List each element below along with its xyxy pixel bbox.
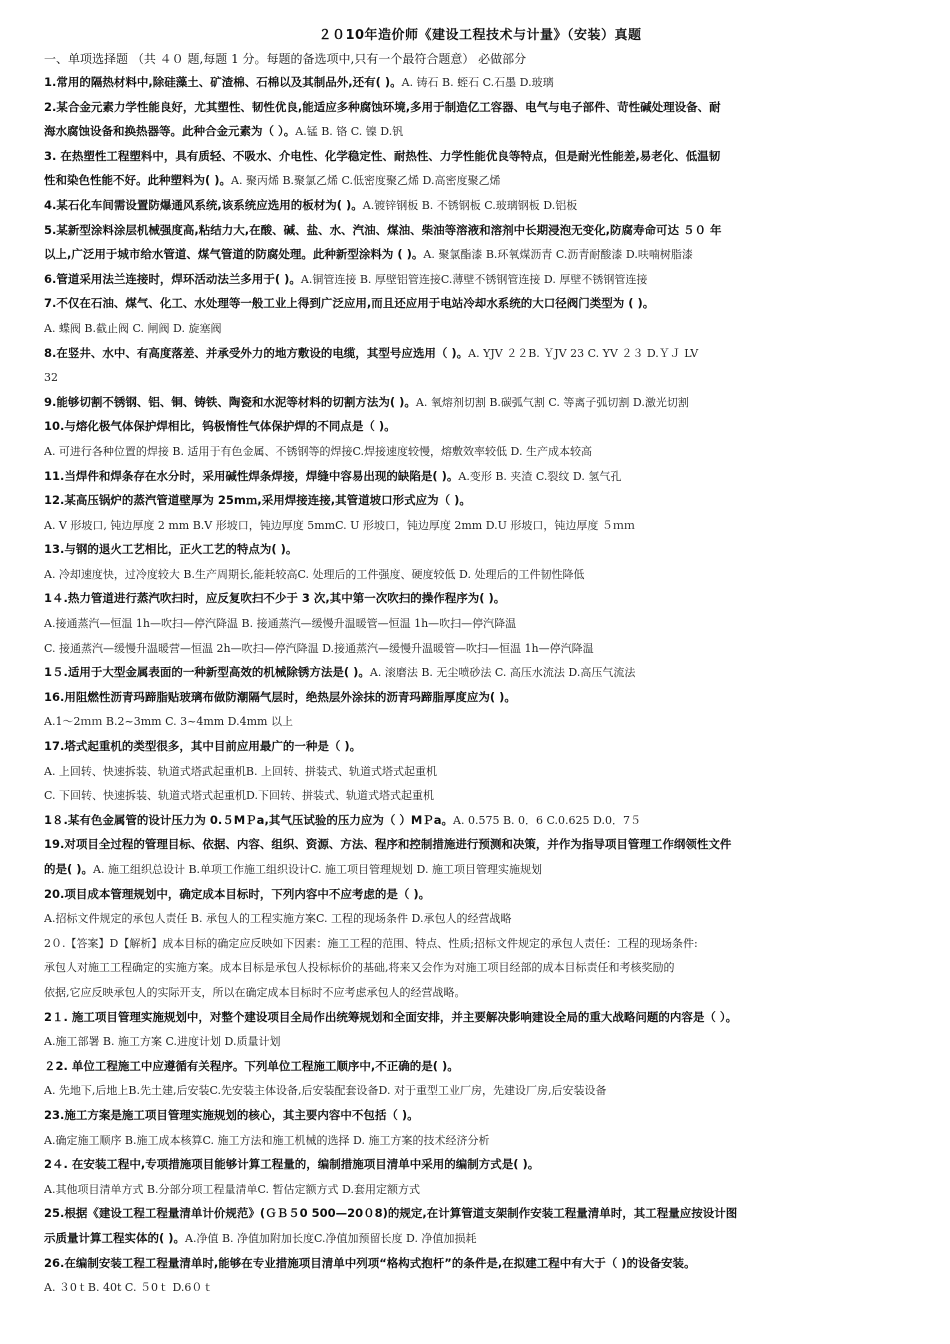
answer-options: A. 先地下,后地上B.先土建,后安装C.先安装主体设备,后安装配套设备D. 对于重型工业厂房，先建设厂房,后安装设备 (44, 1084, 607, 1098)
section-heading: 一、单项选择题 （共 ４０ 题,每题 1 分。每题的备选项中,只有一个最符合题意） 必做部分 (44, 52, 527, 66)
text-line (44, 120, 916, 145)
text-line (44, 268, 916, 293)
text-line (44, 1079, 916, 1104)
text-line (44, 169, 916, 194)
answer-options: A. 滚磨法 B. 无尘喷砂法 C. 高压水流法 D.高压气流法 (369, 666, 636, 680)
question-stem: 9.能够切割不锈钢、铝、铜、铸铁、陶瓷和水泥等材料的切割方法为( )。 (44, 394, 416, 409)
answer-options: A.1～2ｍｍ B.2~3mm C. 3~4mm D.4mm 以上 (44, 715, 293, 729)
answer-options: 依据,它应反映承包人的实际开支，所以在确定成本目标时不应考虑承包人的经营战略。 (44, 985, 466, 999)
answer-options: A. 蝶阀 B.截止阀 C. 闸阀 D. 旋塞阀 (44, 321, 222, 335)
answer-options: A. 冷却速度快，过冷度较大 B.生产周期长,能耗较高C. 处理后的工件强度、硬度较低 D. 处理后的工件韧性降低 (44, 567, 585, 581)
question-stem: 的是( )。 (44, 862, 94, 876)
text-line (44, 292, 916, 317)
question-stem: 16.用阻燃性沥青玛蹄脂贴玻璃布做防潮隔气层时，绝热层外涂抹的沥青玛蹄脂厚度应为( )。 (44, 689, 516, 704)
answer-options: A.招标文件规定的承包人责任 B. 承包人的工程实施方案C. 工程的现场条件 D.承包人的经营战略 (44, 912, 512, 926)
text-line (44, 1055, 916, 1080)
text-line (44, 219, 916, 244)
text-line (44, 1227, 916, 1252)
text-line (44, 440, 916, 465)
answer-options: A. 聚氯酯漆 B.环氧煤沥青 C.沥青耐酸漆 D.呋喃树脂漆 (423, 248, 693, 262)
text-line (44, 587, 916, 612)
question-stem: 8.在竖井、水中、有高度落差、并承受外力的地方敷设的电缆，其型号应选用（ )。 (44, 345, 469, 360)
question-stem: 12.某高压锅炉的蒸汽管道壁厚为 25mｍ,采用焊接连接,其管道坡口形式应为（ )。 (44, 493, 471, 508)
text-line (44, 956, 916, 981)
text-line (44, 1276, 916, 1301)
answer-options: C. 下回转、快速拆装、轨道式塔式起重机D.下回转、拼装式、轨道式塔式起重机 (44, 789, 434, 803)
question-stem: 1８.某有色金属管的设计压力为 0.５MＰa,其气压试验的压力应为（ ）MＰa。 (44, 812, 454, 827)
answer-options: 承包人对施工工程确定的实施方案。成本目标是承包人投标标价的基础,将来又会作为对施工项目经部的成本目标责任和考核奖励的 (44, 961, 675, 975)
answer-options: A.接通蒸汽—恒温 1h—吹扫—停汽降温 B. 接通蒸汽—缓慢升温暖管—恒温 1h—吹扫—停汽降温 (44, 617, 517, 631)
question-stem: 7.不仅在石油、煤气、化工、水处理等一般工业上得到广泛应用,而且还应用于电站冷却水系统的大口径阀门类型为 ( )。 (44, 296, 655, 311)
question-stem: 4.某石化车间需设置防爆通风系统,该系统应选用的板材为( )。 (44, 197, 363, 212)
text-line (44, 145, 916, 170)
text-line (44, 833, 916, 858)
answer-options: A. 上回转、快速拆装、轨道式塔武起重机B. 上回转、拼装式、轨道式塔式起重机 (44, 764, 438, 778)
answer-options: 32 (44, 371, 58, 385)
text-line (44, 981, 916, 1006)
text-line (44, 194, 916, 219)
question-stem: 1４.热力管道进行蒸汽吹扫时，应反复吹扫不少于 3 次,其中第一次吹扫的操作程序为( )。 (44, 591, 506, 606)
text-line (44, 932, 916, 957)
text-line (44, 391, 916, 416)
text-line (44, 1153, 916, 1178)
question-stem: 26.在编制安装工程工程量清单时,能够在专业措施项目清单中列项“格构式抱杆”的条件是,在拟建工程中有大于（ )的设备安装。 (44, 1255, 696, 1270)
question-list (44, 71, 916, 1301)
answer-options: A.铜管连接 B. 厚壁铝管连接C.薄壁不锈钢管连接 D. 厚壁不锈钢管连接 (300, 272, 648, 286)
text-line (44, 1178, 916, 1203)
question-stem: 17.塔式起重机的类型很多，其中目前应用最广的一种是（ )。 (44, 739, 362, 754)
answer-options: A. YJV ２２B. ＹJV 23 C. YV ２３ D.ＹＪ LV (468, 346, 699, 360)
question-stem: 性和染色性能不好。此种塑料为( )。 (44, 173, 232, 188)
question-stem: 3. 在热塑性工程塑料中，具有质轻、不吸水、介电性、化学稳定性、耐热性、力学性能优良等特点，但是耐光性能差,易老化、低温韧 (44, 148, 721, 163)
question-stem: 19.对项目全过程的管理目标、依据、内容、组织、资源、方法、程序和控制措施进行预测和决策，并作为指导项目管理工作纲领性文件 (44, 837, 732, 852)
question-stem: 10.与熔化极气体保护焊相比，钨极惰性气体保护焊的不同点是（ )。 (44, 419, 396, 434)
question-stem: 海水腐蚀设备和换热器等。此种合金元素为（ ）。 (44, 124, 296, 139)
text-line (44, 784, 916, 809)
question-stem: 25.根据《建设工程工程量清单计价规范》(ＧＢ５0 500—20０8)的规定,在计算管道支架制作安装工程量清单时，其工程量应按设计图 (44, 1206, 738, 1221)
text-line (44, 1006, 916, 1031)
text-line (44, 1252, 916, 1277)
text-line (44, 465, 916, 490)
text-line (44, 907, 916, 932)
answer-options: A. 聚丙烯 B.聚氯乙烯 C.低密度聚乙烯 D.高密度聚乙烯 (231, 174, 501, 188)
text-line (44, 563, 916, 588)
question-stem: 以上,广泛用于城市给水管道、煤气管道的防腐处理。此种新型涂料为 ( )。 (44, 247, 424, 262)
text-line (44, 1104, 916, 1129)
answer-options: A. 铸石 B. 蛭石 C.石墨 D.玻璃 (401, 76, 554, 89)
answer-options: C. 接通蒸汽—缓慢升温暖营—恒温 2h—吹扫—停汽降温 D.接通蒸汽—缓慢升温暖管—吹扫—恒温 1h—停汽降温 (44, 641, 594, 655)
answer-options: A.锰 B. 铬 C. 镍 D.钒 (295, 125, 404, 139)
text-line (44, 883, 916, 908)
question-stem: 13.与钢的退火工艺相比，正火工艺的特点为( )。 (44, 542, 298, 557)
text-line (44, 71, 916, 96)
answer-options: A. 可进行各种位置的焊接 B. 适用于有色金属、不锈钢等的焊接C.焊接速度较慢，熔敷效率较低 D. 生产成本较高 (44, 444, 592, 458)
question-stem: 1５.适用于大型金属表面的一种新型高效的机械除锈方法是( )。 (44, 665, 370, 680)
text-line (44, 612, 916, 637)
text-line (44, 415, 916, 440)
answer-options: A.镀锌钢板 B. 不锈钢板 C.玻璃钢板 D.铝板 (362, 198, 578, 212)
text-line (44, 710, 916, 735)
answer-options: A.变形 B. 夹渣 C.裂纹 D. 氢气孔 (458, 469, 622, 483)
question-stem: 2４. 在安装工程中,专项措施项目能够计算工程量的，编制措施项目清单中采用的编制方式是( )。 (44, 1157, 540, 1172)
question-stem: 5.某新型涂料涂层机械强度高,粘结力大,在酸、碱、盐、水、汽油、煤油、柴油等溶液和溶剂中长期浸泡无变化,防腐寿命可达 ５０ 年 (44, 222, 722, 237)
text-line (44, 809, 916, 834)
text-line (44, 760, 916, 785)
answer-options: A. ３0ｔB. 40t C. ５0ｔ D.6０ｔ (44, 1281, 214, 1295)
text-line (44, 342, 916, 367)
text-line (44, 243, 916, 268)
document-title: ２０10年造价师《建设工程技术与计量》（安装）真题 (318, 28, 642, 43)
answer-options: A.其他项目清单方式 B.分部分项工程量清单C. 暂估定额方式 D.套用定额方式 (44, 1182, 420, 1196)
text-line (44, 514, 916, 539)
question-stem: 2.某合金元素力学性能良好，尤其塑性、韧性优良,能适应多种腐蚀环境,多用于制造亿工容器、电气与电子部件、苛性碱处理设备、耐 (44, 99, 721, 114)
answer-options: A. 施工组织总设计 B.单项工作施工组织设计C. 施工项目管理规划 D. 施工项目管理实施规划 (93, 863, 542, 876)
answer-options: A. V 形坡口, 钝边厚度 2 mm B.V 形坡口，钝边厚度 5mmC. U 形坡口，钝边厚度 2mm D.U 形坡口，钝边厚度 ５ｍｍ (44, 518, 635, 532)
question-stem: 11.当焊件和焊条存在水分时，采用碱性焊条焊接，焊缝中容易出现的缺陷是( )。 (44, 468, 459, 483)
text-line (44, 317, 916, 342)
answer-options: A.施工部署 B. 施工方案 C.进度计划 D.质量计划 (44, 1035, 281, 1049)
answer-options: A.净值 B. 净值加附加长度C.净值加预留长度 D. 净值加损耗 (185, 1231, 477, 1245)
text-line (44, 1129, 916, 1154)
text-line (44, 366, 916, 391)
text-line (44, 1030, 916, 1055)
text-line (44, 661, 916, 686)
text-line (44, 637, 916, 662)
question-stem: 20.项目成本管理规划中，确定成本目标时，下列内容中不应考虑的是（ )。 (44, 886, 431, 901)
text-line (44, 735, 916, 760)
answer-options: 2０.【答案】D【解析】成本目标的确定应反映如下因素：施工工程的范围、特点、性质;招标文件规定的承包人责任：工程的现场条件: (44, 936, 698, 950)
text-line (44, 858, 916, 883)
question-stem: 6.管道采用法兰连接时，焊环活动法兰多用于( )。 (44, 271, 301, 286)
answer-options: A.确定施工顺序 B.施工成本核算C. 施工方法和施工机械的选择 D. 施工方案的技术经济分析 (44, 1133, 490, 1147)
question-stem: 1.常用的隔热材料中,除硅藻土、矿渣棉、石棉以及其制品外,还有( )。 (44, 75, 402, 89)
question-stem: 示质量计算工程实体的( )。 (44, 1230, 186, 1245)
question-stem: 23.施工方案是施工项目管理实施规划的核心，其主要内容中不包括（ )。 (44, 1107, 419, 1122)
question-stem: ２2. 单位工程施工中应遵循有关程序。下列单位工程施工顺序中,不正确的是( )。 (44, 1058, 459, 1073)
answer-options: A. 0.575 B. 0．6 C.0.625 D.0．7５ (453, 813, 641, 827)
text-line (44, 538, 916, 563)
text-line (44, 1202, 916, 1227)
text-line (44, 96, 916, 121)
text-line (44, 489, 916, 514)
answer-options: A. 氧熔剂切割 B.碳弧气割 C. 等离子弧切割 D.激光切割 (415, 395, 689, 409)
text-line (44, 686, 916, 711)
question-stem: 2１. 施工项目管理实施规划中，对整个建设项目全局作出统筹规划和全面安排，并主要解决影响建设全局的重大战略问题的内容是（ ）。 (44, 1009, 738, 1024)
